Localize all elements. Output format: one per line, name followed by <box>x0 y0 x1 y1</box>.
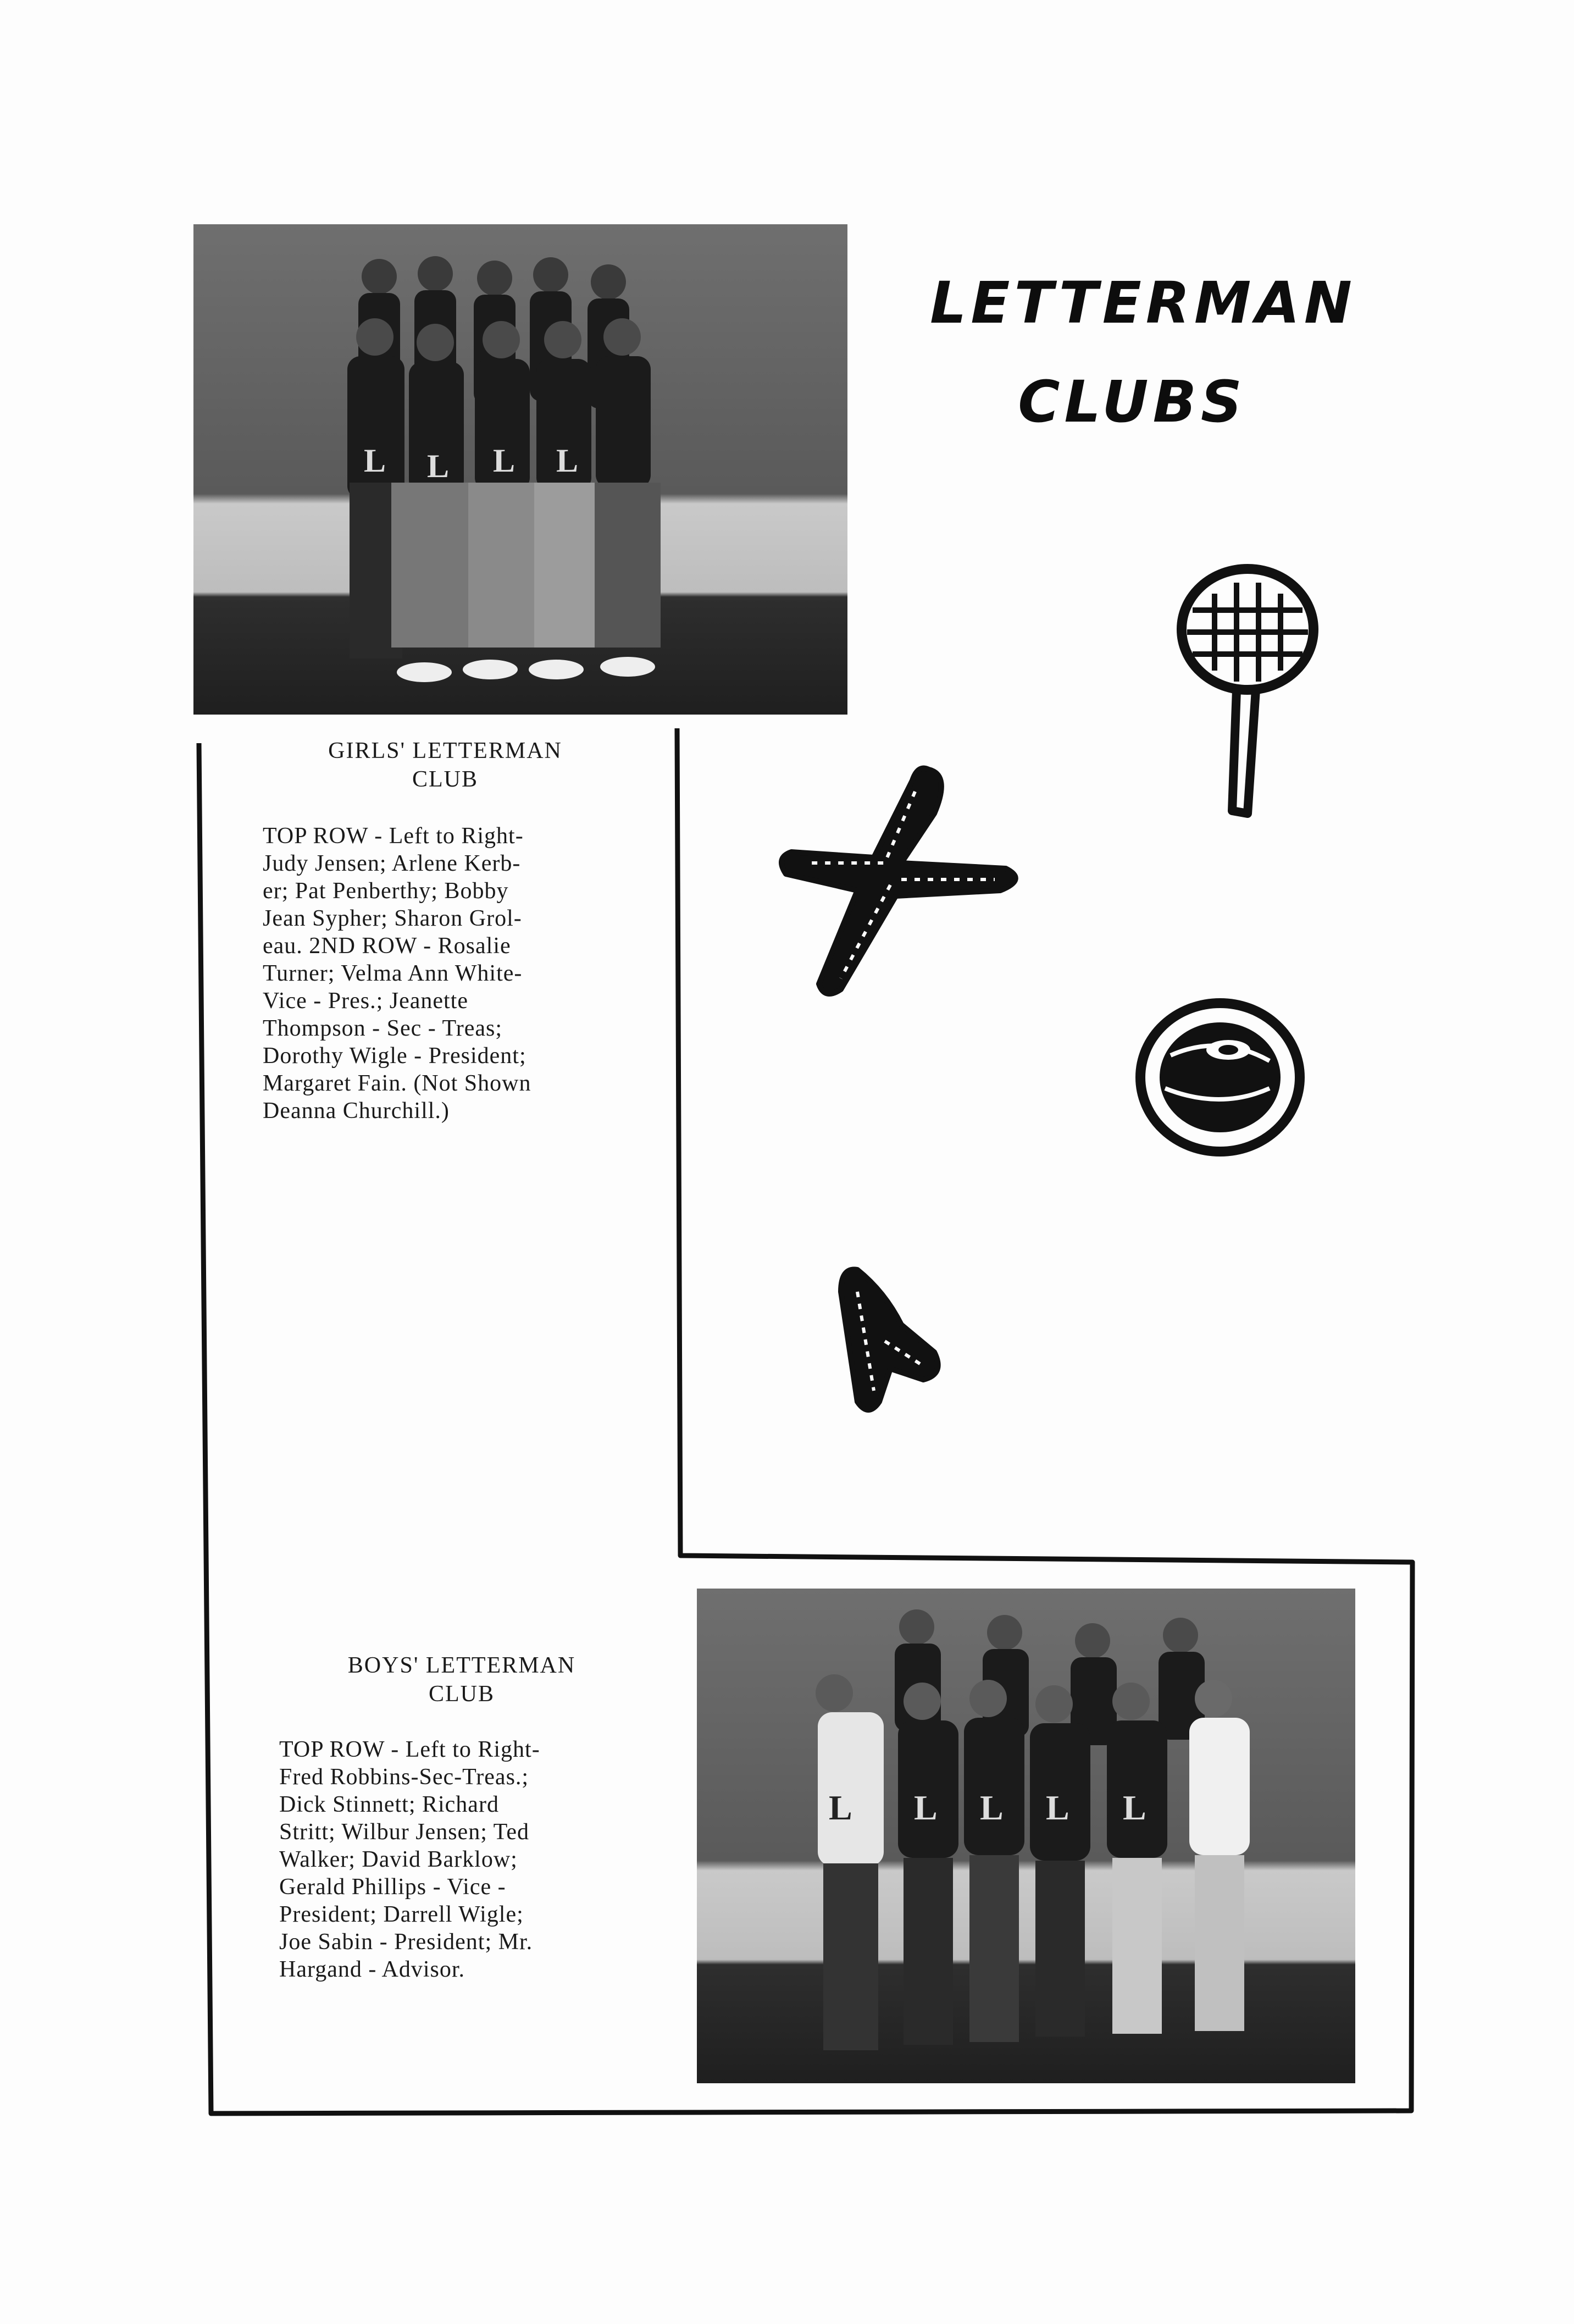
girls-club-photo <box>193 224 847 715</box>
boys-club-caption: TOP ROW - Left to Right- Fred Robbins-Sec-Treas.; Dick Stinnett; Richard Stritt; Wilbur Jensen; Ted Walker; David Barklow; Gerald Phillips - Vice - President; Darrell Wigle; Joe Sabin - President; Mr. Hargand - Advisor. <box>279 1737 540 1982</box>
svg-text:L: L <box>556 442 579 479</box>
svg-text:L: L <box>829 1788 852 1827</box>
svg-text:L: L <box>493 442 516 479</box>
page-title-line2: CLUBS <box>1018 368 1246 435</box>
girls-group-figures <box>193 224 847 715</box>
girls-club-caption: TOP ROW - Left to Right- Judy Jensen; Arlene Kerb- er; Pat Penberthy; Bobby Jean Sypher; Sharon Grol- eau. 2ND ROW - Rosalie Turner; Velma Ann White- Vice - Pres.; Jeanette Thompson - Sec - Treas; Dorothy Wigle - President; Margaret Fain. (Not Shown Deanna Churchill.) <box>263 823 531 1124</box>
boys-group-figures <box>697 1589 1355 2083</box>
page-title-line1: LETTERMAN <box>930 269 1356 336</box>
svg-text:L: L <box>1123 1788 1146 1827</box>
ball-icon <box>1132 995 1308 1160</box>
boys-club-photo <box>697 1589 1355 2083</box>
cross-icon <box>775 753 1033 1006</box>
girls-club-heading: GIRLS' LETTERMAN CLUB <box>328 738 562 792</box>
svg-text:L: L <box>914 1788 938 1827</box>
letter-a-icon <box>824 1259 945 1418</box>
svg-text:L: L <box>980 1788 1004 1827</box>
svg-text:L: L <box>1046 1788 1069 1827</box>
tennis-racket-icon <box>1165 561 1330 825</box>
svg-text:L: L <box>427 448 450 484</box>
boys-club-heading: BOYS' LETTERMAN CLUB <box>347 1653 576 1707</box>
svg-text:L: L <box>364 442 386 479</box>
